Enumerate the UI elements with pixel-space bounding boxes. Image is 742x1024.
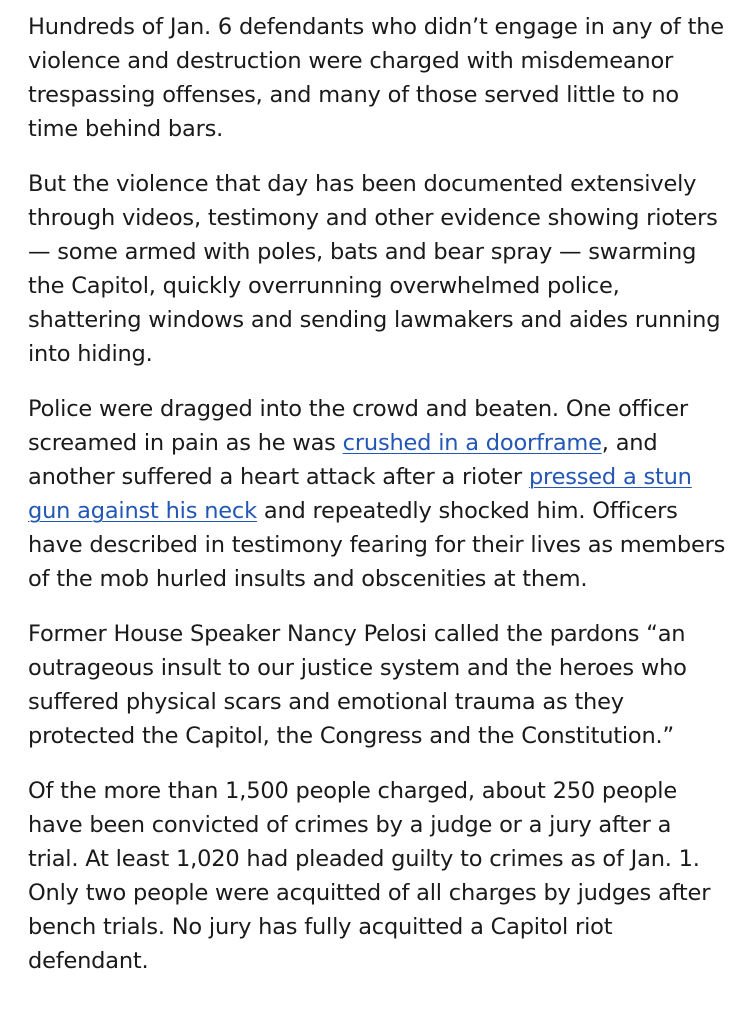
- article-body: [28, 10, 728, 999]
- paragraph-3-text-b: , and another suffered a heart attack after a rioter: [28, 430, 658, 490]
- paragraph-5: Of the more than 1,500 people charged, about 250 people have been convicted of crimes by a judge or a jury after a trial. At least 1,020 had pleaded guilty to crimes as of Jan. 1. Only two people were acquitted of all charges by judges after bench trials. No jury has fully acquitted a Capitol riot defendant.: [28, 778, 711, 974]
- paragraph-3: [28, 392, 728, 596]
- link-crushed-in-doorframe[interactable]: crushed in a doorframe: [342, 430, 602, 456]
- paragraph-3-text-a: Police were dragged into the crowd and beaten. One officer screamed in pain as he was: [28, 396, 688, 456]
- paragraph-2: But the violence that day has been documented extensively through videos, testimony and other evidence showing rioters — some armed with poles, bats and bear spray — swarming the Capitol, quickly overrunning overwhelmed police, shattering windows and sending lawmakers and aides running into hiding.: [28, 171, 721, 367]
- paragraph-1: Hundreds of Jan. 6 defendants who didn’t engage in any of the violence and destruction were charged with misdemeanor trespassing offenses, and many of those served little to no time behind bars.: [28, 14, 724, 142]
- link-stun-gun[interactable]: pressed a stun gun against his neck: [28, 464, 692, 524]
- paragraph-4: Former House Speaker Nancy Pelosi called the pardons “an outrageous insult to our justice system and the heroes who suffered physical scars and emotional trauma as they protected the Capitol, the Congress and the Constitution.”: [28, 621, 687, 749]
- paragraph-3-text-c: and repeatedly shocked him. Officers have described in testimony fearing for their lives as members of the mob hurled insults and obscenities at them.: [28, 498, 726, 592]
